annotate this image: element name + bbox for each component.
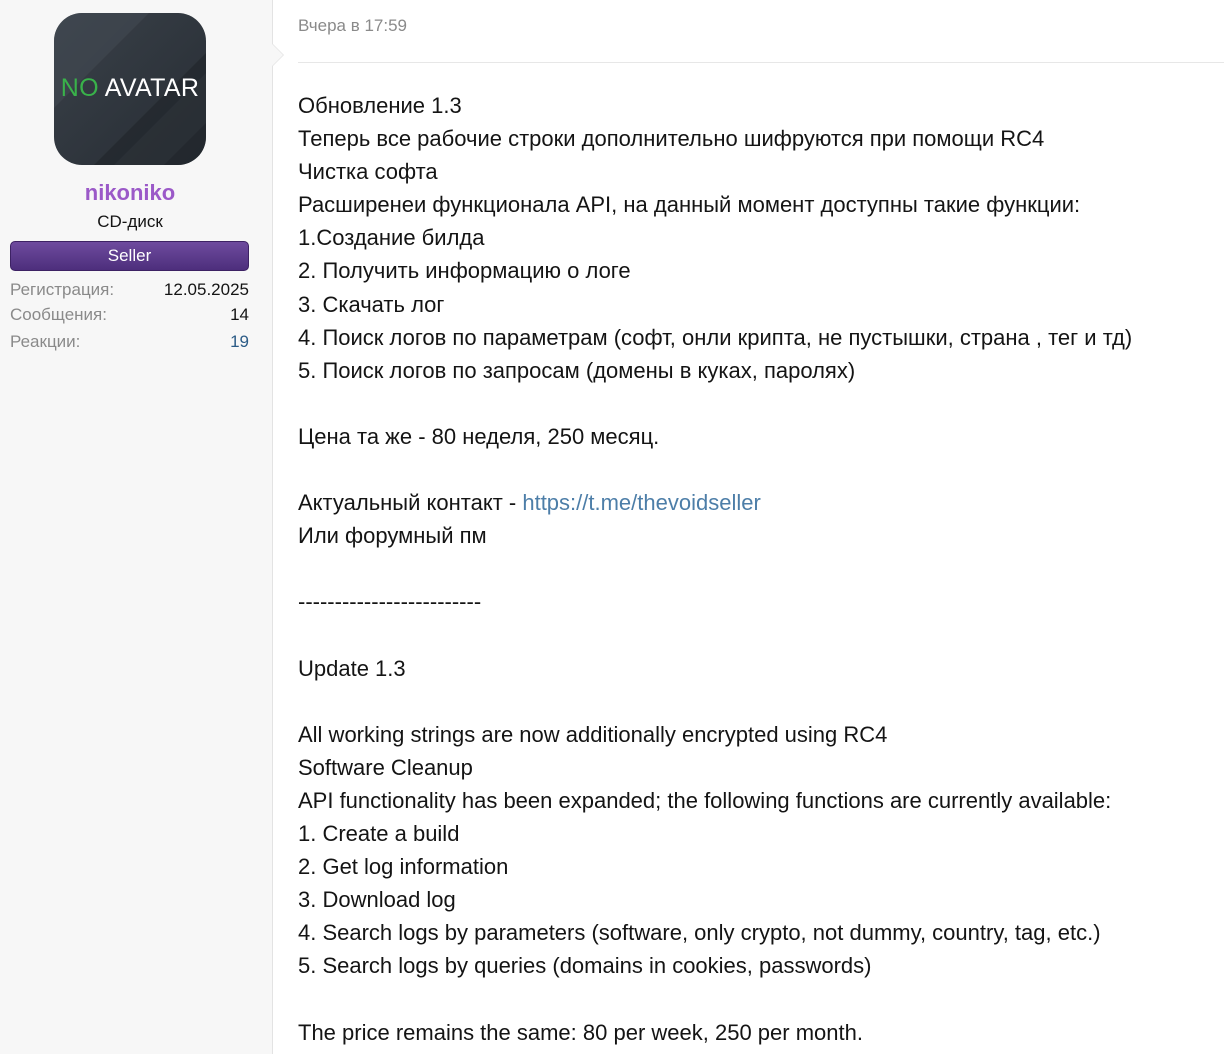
post-line: 2. Получить информацию о логе (298, 258, 631, 284)
avatar-placeholder-text (54, 74, 206, 103)
avatar-text-no: NO (60, 74, 99, 102)
post-line: API functionality has been expanded; the following functions are currently available: (298, 787, 1112, 813)
post-line: 4. Search logs by parameters (software, only crypto, not dummy, country, tag, etc.) (298, 920, 1101, 946)
stat-label: Реакции: (10, 332, 81, 351)
post-line: Update 1.3 (298, 655, 406, 681)
post-line: Обновление 1.3 (298, 93, 462, 118)
post-line: Чистка софта (298, 159, 438, 185)
post-line: 1.Создание билда (298, 225, 485, 251)
stat-registration (10, 279, 249, 301)
seller-banner: Seller (10, 241, 249, 271)
stat-label: Сообщения: (10, 305, 107, 324)
stat-value: 14 (230, 305, 249, 324)
post-line: Цена та же - 80 неделя, 250 месяц. (298, 423, 660, 449)
post-line (298, 619, 1218, 652)
post-line: The price remains the same: 80 per week, 250 per month. (298, 1019, 863, 1045)
post-line: Software Cleanup (298, 754, 473, 780)
contact-line (298, 486, 1218, 519)
post-line: 2. Get log information (298, 854, 509, 880)
post-header-divider (298, 62, 1224, 63)
post-line: 3. Скачать лог (298, 291, 445, 317)
post-date-link[interactable]: Вчера в 17:59 (298, 16, 408, 35)
post-line: 4. Поиск логов по параметрам (софт, онли крипта, не пустышки, страна , тег и тд) (298, 324, 1133, 350)
stat-label: Регистрация: (10, 280, 115, 299)
post-line: 3. Download log (298, 887, 456, 913)
post-line: 1. Create a build (298, 821, 460, 847)
post-line: All working strings are now additionally encrypted using RC4 (298, 721, 888, 747)
post-separator-line: ------------------------- (298, 589, 482, 615)
stat-value-link[interactable]: 19 (230, 332, 249, 351)
telegram-contact-link[interactable]: https://t.me/thevoidseller (522, 490, 761, 516)
contact-label: Актуальный контакт - (298, 490, 523, 516)
post-line (298, 983, 1218, 1016)
post-line: Расширенеи функционала API, на данный момент доступны такие функции: (298, 192, 1081, 218)
post-line (298, 685, 1218, 718)
post-body (298, 89, 1218, 1049)
avatar-text-rest: AVATAR (98, 74, 200, 102)
post-line: 5. Search logs by queries (domains in cookies, passwords) (298, 953, 872, 979)
post-line: Теперь все рабочие строки дополнительно шифруются при помощи RC4 (298, 126, 1045, 152)
post-line (298, 453, 1218, 486)
stat-value: 12.05.2025 (163, 280, 249, 299)
user-info-panel (0, 0, 273, 1054)
post-line: Или форумный пм (298, 523, 487, 549)
stat-reactions (10, 331, 249, 353)
user-avatar[interactable] (54, 13, 206, 165)
post-line: 5. Поиск логов по запросам (домены в куках, паролях) (298, 357, 856, 383)
username-link[interactable]: nikoniko (84, 180, 176, 205)
post-line (298, 552, 1218, 585)
user-title: CD-диск (97, 212, 163, 231)
stat-messages (10, 304, 249, 326)
post-line (298, 387, 1218, 420)
